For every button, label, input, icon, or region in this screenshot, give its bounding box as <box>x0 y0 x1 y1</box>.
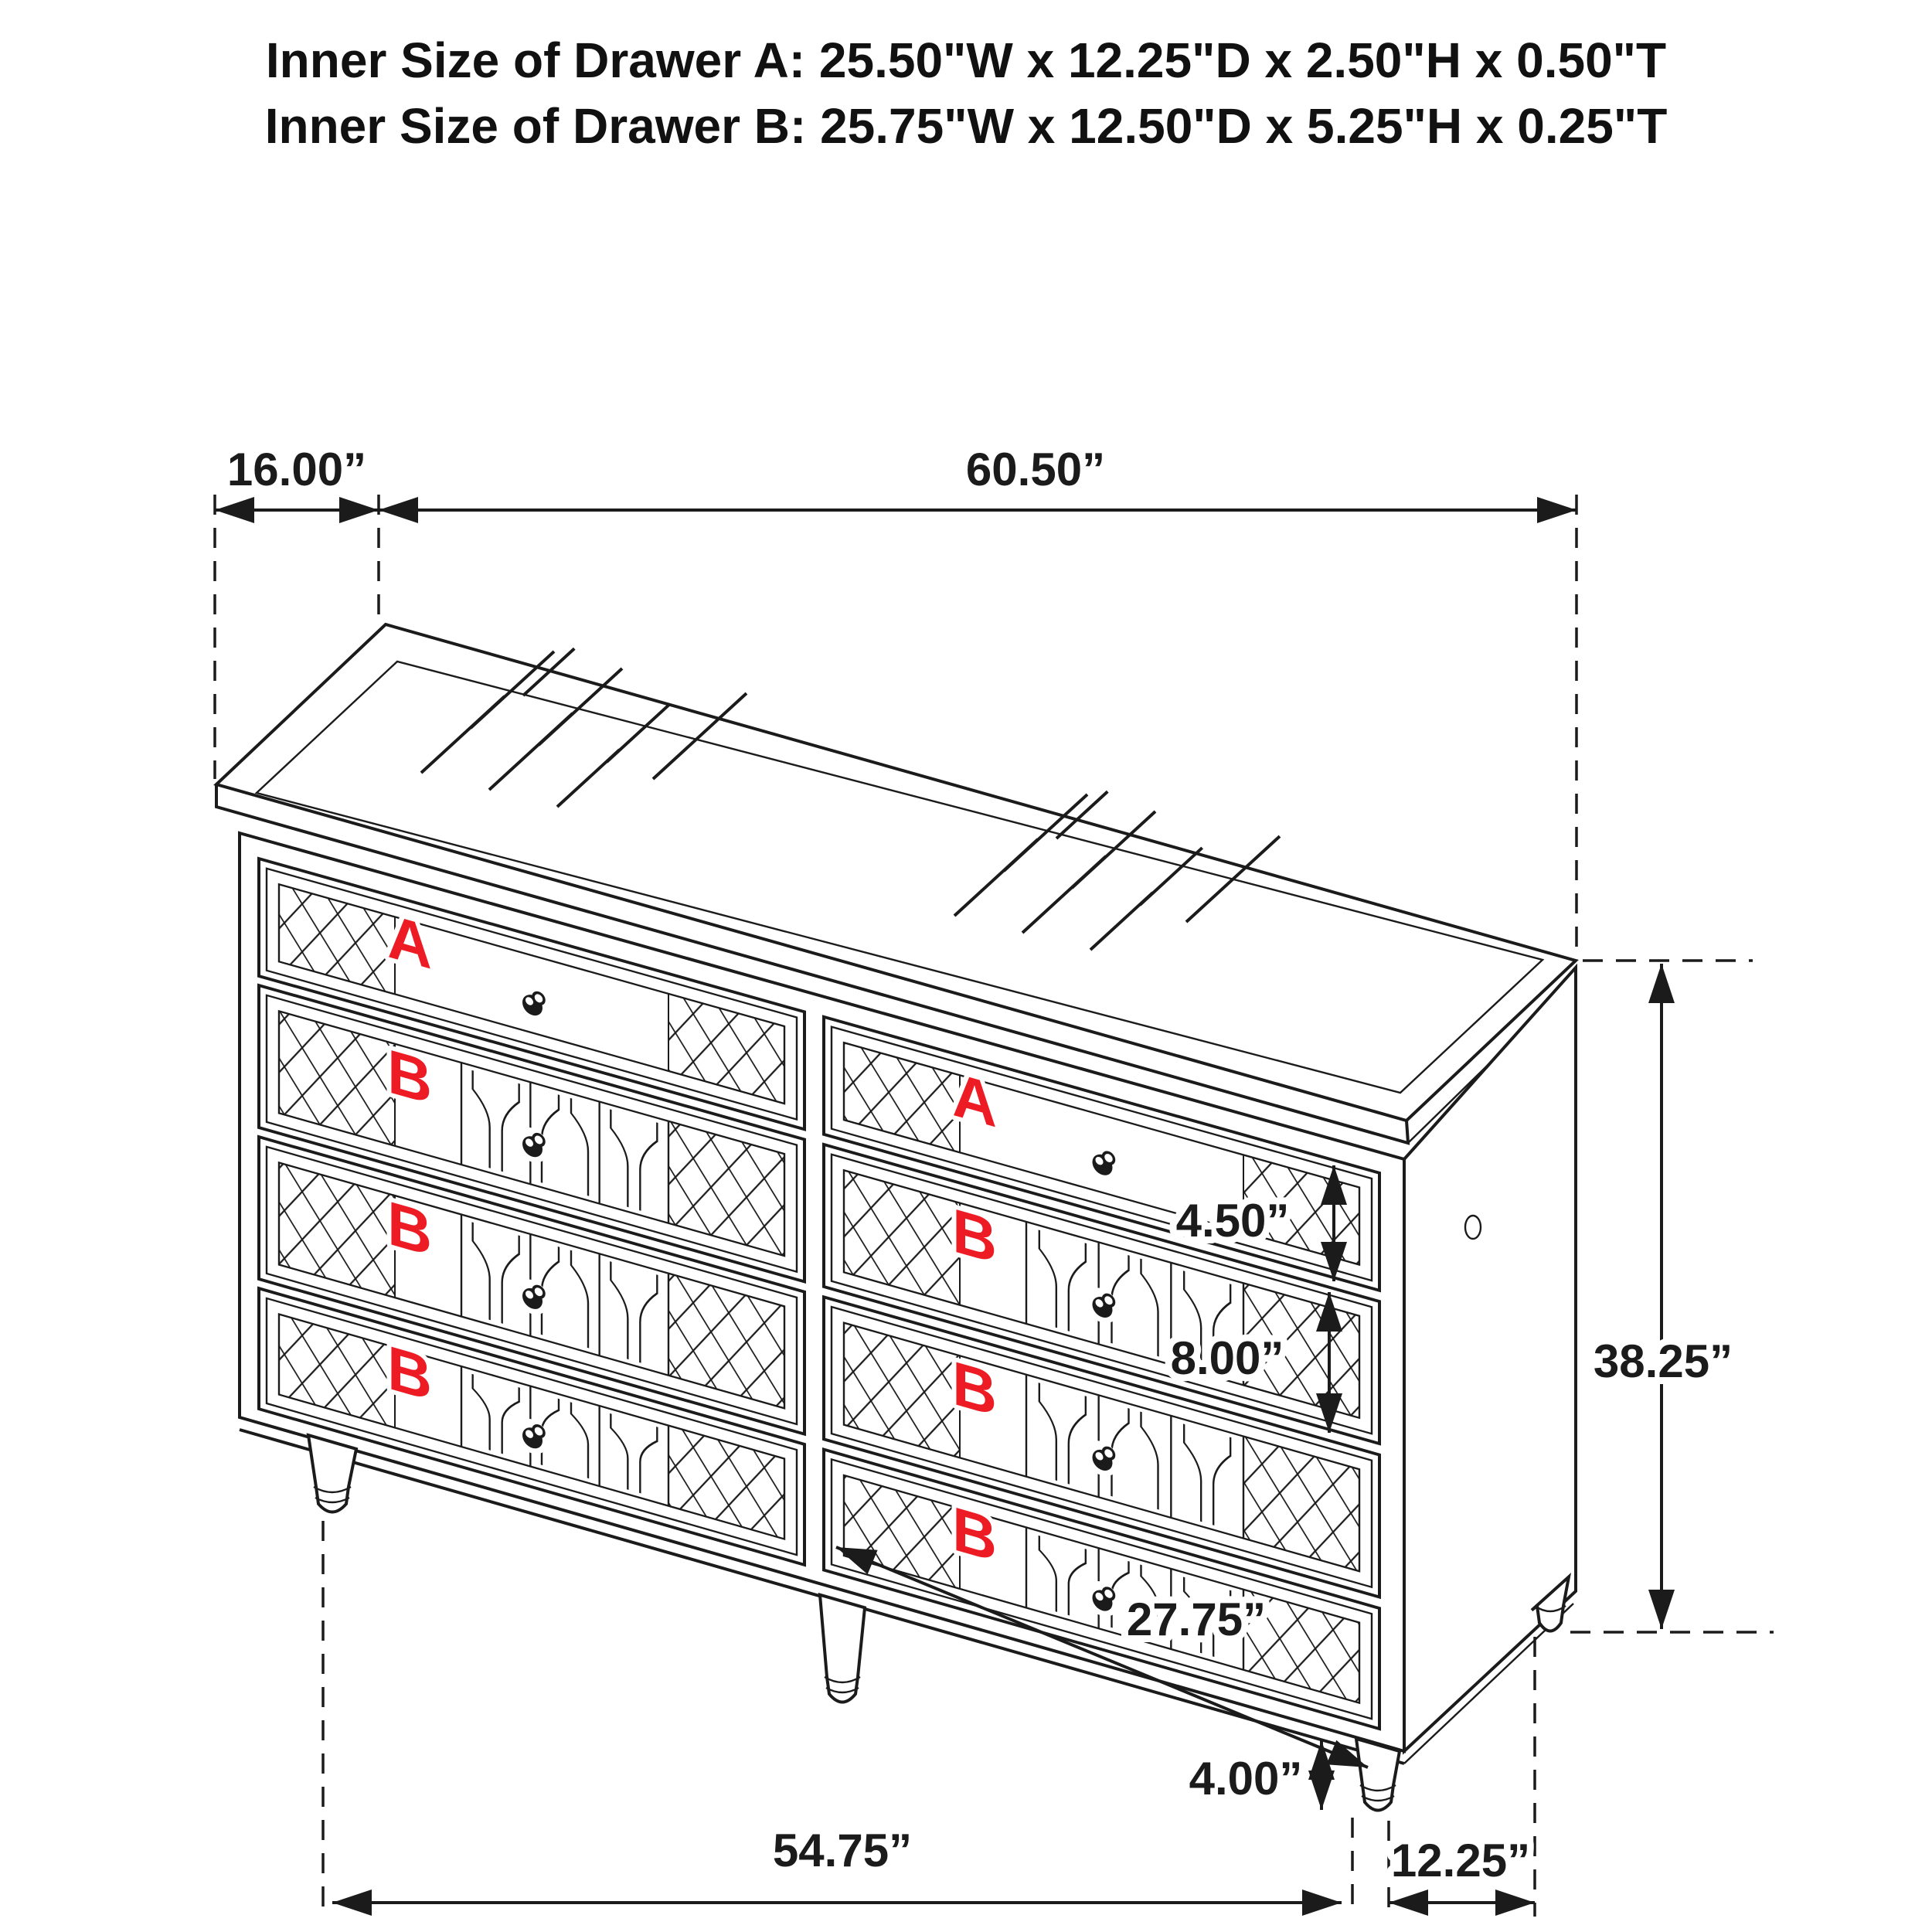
cabinet-drawing <box>216 624 1577 1811</box>
drawer-letter-right-0: A <box>952 1060 997 1141</box>
leg-0 <box>308 1435 356 1512</box>
drawer-letter-left-1: B <box>387 1036 432 1118</box>
dim-label-height: 38.25” <box>1593 1335 1733 1387</box>
dim-label-drawer-a-height: 4.50” <box>1175 1195 1290 1247</box>
dim-label-base-width: 54.75” <box>772 1825 913 1876</box>
title-block <box>265 32 1668 154</box>
dim-label-drawer-width: 27.75” <box>1126 1594 1267 1645</box>
dim-label-drawer-b-height: 8.00” <box>1170 1332 1284 1384</box>
leg-1 <box>820 1595 865 1702</box>
leg-2 <box>1356 1739 1400 1811</box>
dim-label-leg-height: 4.00” <box>1189 1753 1303 1804</box>
title-line-2: Inner Size of Drawer B: 25.75"W x 12.50"D x 5.25"H x 0.25"T <box>264 98 1668 154</box>
drawer-letter-left-2: B <box>387 1188 432 1270</box>
drawer-letter-left-3: B <box>387 1332 432 1415</box>
drawer-letter-right-3: B <box>952 1493 997 1576</box>
drawer-letter-right-2: B <box>952 1348 997 1430</box>
side-panel-knob-hole <box>1465 1216 1481 1239</box>
dim-label-side-depth: 12.25” <box>1390 1835 1531 1886</box>
drawer-letter-right-1: B <box>952 1196 997 1277</box>
dim-label-top-width: 60.50” <box>965 444 1106 495</box>
dim-label-top-depth: 16.00” <box>226 444 367 495</box>
drawer-letter-left-0: A <box>387 901 432 983</box>
title-line-1: Inner Size of Drawer A: 25.50"W x 12.25"D x 2.50"H x 0.50"T <box>265 32 1667 88</box>
